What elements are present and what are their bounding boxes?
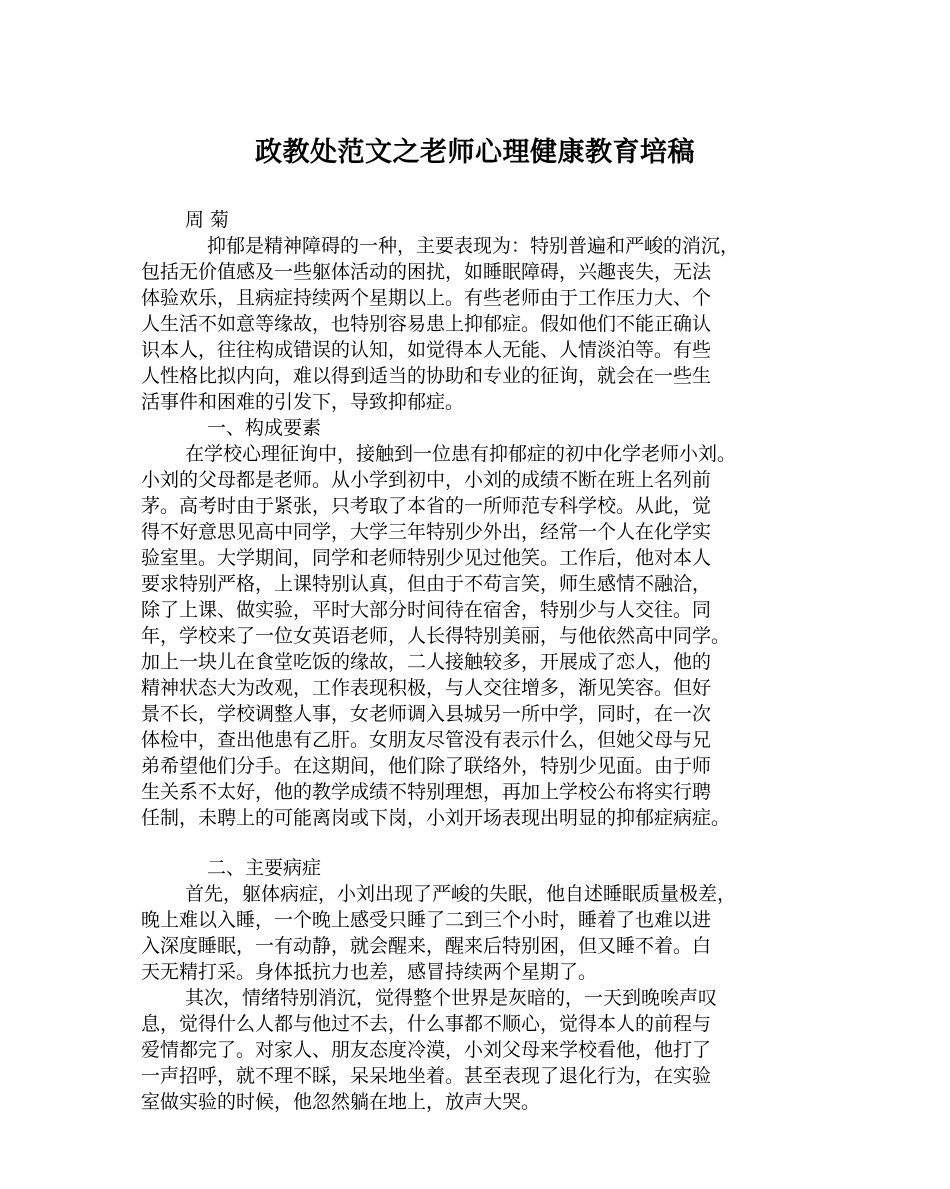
paragraph-line: 其次，情绪特别消沉，觉得整个世界是灰暗的，一天到晚唉声叹: [185, 987, 718, 1009]
paragraph-line: 首先，躯体病症，小刘出现了严峻的失眠，他自述睡眠质量极差，: [185, 883, 737, 905]
paragraph-line: 弟希望他们分手。在这期间，他们除了联络外，特别少见面。由于师: [141, 755, 712, 777]
paragraph-line: 年，学校来了一位女英语老师，人长得特别美丽，与他依然高中同学。: [141, 625, 731, 647]
paragraph-line: 体验欢乐，且病症持续两个星期以上。有些老师由于工作压力大、个: [141, 287, 712, 309]
paragraph-spacer: [141, 831, 831, 855]
paragraph-line: 精神状态大为改观，工作表现积极，与人交往增多，渐见笑容。但好: [141, 677, 712, 699]
paragraph-line: 室做实验的时候，他忽然躺在地上，放声大哭。: [141, 1091, 541, 1113]
paragraph-line: 加上一块儿在食堂吃饭的缘故，二人接触较多，开展成了恋人，他的: [141, 651, 712, 673]
paragraph-line: 茅。高考时由于紧张，只考取了本省的一所师范专科学校。从此，觉: [141, 495, 712, 517]
paragraph-line: 景不长，学校调整人事，女老师调入县城另一所中学，同时，在一次: [141, 703, 712, 725]
paragraph-line: 一声招呼，就不理不睬，呆呆地坐着。甚至表现了退化行为，在实验: [141, 1065, 712, 1087]
paragraph-case: [141, 441, 831, 831]
paragraph-line: 息，觉得什么人都与他过不去，什么事都不顺心，觉得本人的前程与: [141, 1013, 712, 1035]
paragraph-line: 包括无价值感及一些躯体活动的困扰，如睡眠障碍，兴趣丧失，无法: [141, 261, 712, 283]
paragraph-line: 晚上难以入睡，一个晚上感受只睡了二到三个小时，睡着了也难以进: [141, 909, 712, 931]
paragraph-symptoms-physical: [141, 881, 831, 985]
document-body: [141, 207, 831, 1115]
paragraph-line: 识本人，往往构成错误的认知，如觉得本人无能、人情淡泊等。有些: [141, 339, 712, 361]
section-heading: 二、主要病症: [207, 857, 322, 879]
document-title: 政教处范文之老师心理健康教育培稿: [255, 137, 695, 168]
paragraph-intro: [141, 233, 831, 415]
paragraph-line: 生关系不太好，他的教学成绩不特别理想，再加上学校公布将实行聘: [141, 781, 712, 803]
paragraph-line: 任制，未聘上的可能离岗或下岗，小刘开场表现出明显的抑郁症病症。: [141, 807, 731, 829]
paragraph-line: 人性格比拟内向，难以得到适当的协助和专业的征询，就会在一些生: [141, 365, 712, 387]
paragraph-line: 体检中，查出他患有乙肝。女朋友尽管没有表示什么，但她父母与兄: [141, 729, 712, 751]
paragraph-line: 天无精打采。身体抵抗力也差，感冒持续两个星期了。: [141, 961, 598, 983]
paragraph-line: 人生活不如意等缘故，也特别容易患上抑郁症。假如他们不能正确认: [141, 313, 712, 335]
paragraph-line: 爱情都完了。对家人、朋友态度冷漠，小刘父母来学校看他，他打了: [141, 1039, 712, 1061]
paragraph-line: 要求特别严格，上课特别认真，但由于不苟言笑，师生感情不融洽，: [141, 573, 712, 595]
author-name: 周 菊: [185, 209, 230, 231]
section-heading: 一、构成要素: [207, 417, 322, 439]
paragraph-line: 在学校心理征询中，接触到一位患有抑郁症的初中化学老师小刘。: [185, 443, 737, 465]
paragraph-line: 小刘的父母都是老师。从小学到初中，小刘的成绩不断在班上名列前: [141, 469, 712, 491]
paragraph-line: 抑郁是精神障碍的一种，主要表现为：特别普遍和严峻的消沉，: [207, 235, 740, 257]
paragraph-line: 除了上课、做实验，平时大部分时间待在宿舍，特别少与人交往。同: [141, 599, 712, 621]
paragraph-line: 得不好意思见高中同学，大学三年特别少外出，经常一个人在化学实: [141, 521, 712, 543]
paragraph-line: 验室里。大学期间，同学和老师特别少见过他笑。工作后，他对本人: [141, 547, 712, 569]
paragraph-symptoms-emotional: [141, 985, 831, 1115]
paragraph-line: 活事件和困难的引发下，导致抑郁症。: [141, 391, 465, 413]
paragraph-line: 入深度睡眠，一有动静，就会醒来，醒来后特别困，但又睡不着。白: [141, 935, 712, 957]
